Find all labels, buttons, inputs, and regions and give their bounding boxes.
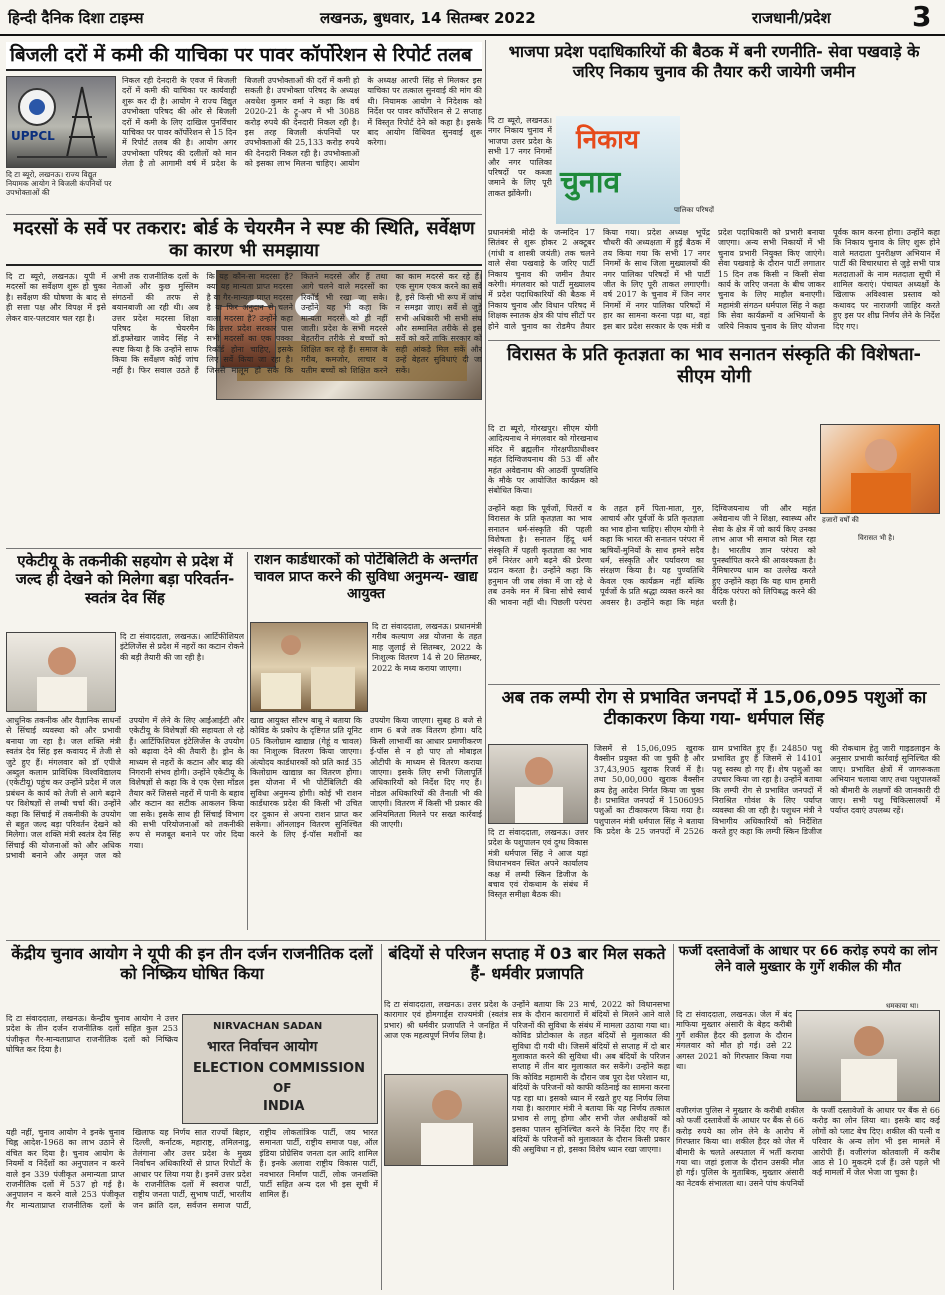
headline-ration[interactable]: राशन कार्डधारकों को पोर्टेबिलिटी के अन्तर्गत चावल प्राप्त करने की सुविधा अनुमन्य- खाद्य आयुक्त <box>254 552 478 603</box>
yogi-caption-2: विरासत भी है। <box>858 534 895 542</box>
masthead <box>0 0 945 36</box>
story-prison <box>384 944 670 1290</box>
madarsa-body: अभी तक राजनीतिक दलों के नेताओं और कुछ मुस्लिम संगठनों की तरफ से बयानबाजी आ रही थी। अब उत्तर प्रदेश मदरसा शिक्षा परिषद के चेयरमैन डॉ.इफ्तेखार जावेद सिंह ने स्पष्ट किया है कि उन्होंने साफ किया कि सर्वेक्षण कोई जांच नहीं है। फिर सवाल उठते हैं कि यह कौन-सा मदरसा है? क्या यह मान्यता प्राप्त मदरसा है या गैर-मान्यता प्राप्त मदरसा है या फिर अनुदान से चलने वाला मदरसा है? उन्होंने कहा कि उत्तर प्रदेश सरकार पास सभी मदरसों का एक पक्का रिकॉर्ड होना चाहिए, इसके लिए सर्वे किया जा रहा है। जिससे मालूम हो सके कि कितने मदरसे और हैं तथा आगे चलने वाले मदरसों का रिकॉर्ड भी रखा जा सके। उन्होंने यह भी कहा कि मान्यता मदरसे को ही नहीं जाती। प्रदेश के सभी मदरसे बेहतरीन तरीके से बच्चों को शिक्षित कर रहे हैं। समाज के गरीब, कमजोर, लाचार व यतीम बच्चों को शिक्षित करने का काम मदरसे कर रहे हैं। एक सुगम एकत्र करने का सर्वे है, इसे किसी भी रूप में जांच न समझा जाए। सर्वे से जुड़े सभी अधिकारी भी सभी संघ और सम्मानित तरीके से इस सर्वे को करें ताकि सरकार को सही आंकड़े मिल सकें और उन्हें बेहतर सुविधाएं दी जा सकें। <box>112 272 482 375</box>
story-mukhtar <box>676 944 940 1290</box>
shakeel-photo <box>796 1010 940 1102</box>
yogi-body: उन्होंने कहा कि पूर्वजों, पितरों व विरासत के प्रति कृतज्ञता का भाव सनातन धर्म-संस्कृति की पहली विशेषता है। सनातन हिंदू धर्म संस्कृति में पहली कृतज्ञता का भाव हमें निरंतर आगे बढ़ने की प्रेरणा प्रदान करता है। उन्होंने कहा कि हनुमान जी जब लंका में जा रहे थे तब उनके मन में बिना सोचे स्वार्थ की भावना नहीं थी। पिछली परंपरा के तहत हमें पिता-माता, गुरु, आचार्य और पूर्वजों के प्रति कृतज्ञता का भाव होना चाहिए। सीएम योगी ने कहा कि भारत की सनातन परंपरा में ऋषियों-मुनियों के साथ हमने सदैव धर्म, संस्कृति और पर्यावरण का संरक्षण किया है। यह पुण्यतिथि केवल एक कार्यक्रम नहीं बल्कि पूर्वजों के प्रति श्रद्धा व्यक्त करने का अवसर है। उन्होंने कहा कि महंत दिग्विजयनाथ जी और महंत अवेद्यनाथ जी ने शिक्षा, स्वास्थ्य और सेवा के क्षेत्र में जो कार्य किए उनका लाभ आज भी समाज को मिल रहा है। भारतीय ज्ञान परंपरा को पुनर्स्थापित करने की आवश्यकता है। नैमिषारण्य धाम का उल्लेख करते हुए उन्होंने कहा कि यह धाम हमारी वैदिक परंपरा को लिपिबद्ध करने की धरती है। <box>488 504 816 607</box>
uppcl-logo-text: UPPCL <box>11 129 55 143</box>
headline-lumpy[interactable]: अब तक लम्पी रोग से प्रभावित जनपदों में 15,06,095 पशुओं का टीकाकरण किया गया- धर्मपाल सिंह <box>501 688 927 729</box>
prison-dateline: दि टा संवाददाता, लखनऊ। उत्तर प्रदेश के कारागार एवं होमगार्ड्स राज्यमंत्री (स्वतंत्र प्रभार) श्री धर्मवीर प्रजापति ने जनहित में आज एक महत्वपूर्ण निर्णय लिया है। <box>384 1000 508 1041</box>
story-power <box>6 42 482 212</box>
dharmpal-photo <box>488 744 588 824</box>
lumpy-body: जिसमें से 15,06,095 खुराक वैक्सीन प्रयुक्त की जा चुकी है और 37,43,905 खुराक रिजर्व में है। तथा 50,00,000 खुराक वैक्सीन क्रय हेतु आदेश निर्गत किया जा चुका है। प्रभावित जनपदों में 1506095 पशुओं का टीकाकरण किया गया है। पशुपालन मंत्री धर्मपाल सिंह ने बताया कि प्रदेश के 25 जनपदों में 2526 ग्राम प्रभावित हुए हैं। 24850 पशु प्रभावित हुए हैं जिसमें से 14101 पशु स्वस्थ हो गए हैं। शेष पशुओं का उपचार किया जा रहा है। उन्होंने बताया कि लम्पी रोग से प्रभावित जनपदों में निराश्रित गोवंश के लिए पर्याप्त व्यवस्था की जा रही है। पशुधन मंत्री ने विभागीय अधिकारियों को निर्देशित करते हुए कहा कि लम्पी स्किन डिजीज की रोकथाम हेतु जारी गाइडलाइन के अनुसार प्रभावी कार्रवाई सुनिश्चित की जाए। प्रभावित क्षेत्रों में जागरूकता अभियान चलाया जाए तथा पशुपालकों को बीमारी के लक्षणों की जानकारी दी जाए। सभी पशु चिकित्सालयों में पर्याप्त दवाएं उपलब्ध रहें। <box>594 744 940 837</box>
yogi-graphic <box>821 425 940 514</box>
lumpy-dateline: दि टा संवाददाता, लखनऊ। उत्तर प्रदेश के पशुपालन एवं दुग्ध विकास मंत्री धर्मपाल सिंह ने आज यहां विधानभवन स्थित अपने कार्यालय कक्ष में लम्पी स्किन डिजीज के बचाव एवं रोकथाम के संबंध में विस्तृत समीक्षा बैठक की। <box>488 828 588 900</box>
minister-photo <box>6 632 116 712</box>
prajapati-photo <box>384 1074 508 1166</box>
divider-prison-mukhtar <box>673 944 674 1290</box>
eci-sign-3: ELECTION COMMISSION <box>193 1061 365 1076</box>
ektu-dateline: दि टा संवाददाता, लखनऊ। आर्टिफीशियल इंटेलिजेंस से प्रदेश में नहरों का कटान रोकने की बड़ी तैयारी की जा रही है। <box>120 632 244 662</box>
yogi-dateline: दि टा ब्यूरो, गोरखपुर। सीएम योगी आदित्यनाथ ने मंगलवार को गोरखनाथ मंदिर में ब्रह्मलीन गोरक्षपीठाधीश्वर महंत दिग्विजयनाथ की 53 वीं और महंत अवेद्यनाथ की आठवीं पुण्यतिथि के मौके पर आयोजित कार्यक्रम को संबोधित किया। <box>488 424 598 496</box>
madarsa-dateline: दि टा ब्यूरो, लखनऊ। यूपी में मदरसों का सर्वेक्षण शुरू हो चुका है। सर्वेक्षण की घोषणा के बाद से ही सत्ता पक्ष और विपक्ष में इसे लेकर वार-पलटवार चल रहा है। <box>6 272 106 323</box>
story-lumpy <box>488 688 940 938</box>
story-yogi <box>488 344 940 680</box>
prison-body: उन्होंने बताया कि 23 मार्च, 2022 को विधानसभा सत्र के दौरान कारागारों में बंदियों से मिलने आने वाले परिजनों की सुविधा के संबंध में मामला उठाया गया था। कोविड प्रोटोकाल के तहत बंदियों से मुलाकात की सुविधा दी गयी थी। जिसमें बंदियों से सप्ताह में दो बार मुलाकात करने की सुविधा थी। अब बंदियों के परिजन सप्ताह में तीन बार मुलाकात कर सकेंगे। उन्होंने कहा कि कोविड महामारी के दौरान जब पूरा देश परेशान था, बंदियों के परिजनों को काफी कठिनाई का सामना करना पड़ रहा था। इसको ध्यान में रखते हुए यह निर्णय लिया गया है। कारागार मंत्री ने बताया कि यह निर्णय तत्काल प्रभाव से लागू होगा और सभी जेल अधीक्षकों को इसका पालन सुनिश्चित करने के निर्देश दिए गए हैं। बंदियों के परिजनों को मुलाकात के दौरान किसी प्रकार की असुविधा न हो, इसका विशेष ध्यान रखा जाएगा। <box>512 1000 670 1155</box>
minister-graphic <box>7 633 116 712</box>
ration-body: खाद्य आयुक्त सौरभ बाबू ने बताया कि कोविड के प्रकोप के दृष्टिगत प्रति यूनिट 05 किलोग्राम खाद्यान्न (गेहूं व चावल) का निःशुल्क वितरण किया जाएगा। अंत्योदय कार्डधारकों को प्रति कार्ड 35 किलोग्राम खाद्यान्न का वितरण होगा। इस योजना में भी पोर्टेबिलिटी की सुविधा अनुमन्य होगी। कोई भी राशन कार्डधारक प्रदेश की किसी भी उचित दर दुकान से अपना राशन प्राप्त कर सकेगा। ऑनलाइन वितरण सुनिश्चित करने के लिए ई-पॉस मशीनों का उपयोग किया जाएगा। सुबह 8 बजे से शाम 6 बजे तक वितरण होगा। यदि किसी लाभार्थी का आधार प्रमाणीकरण ई-पॉस से न हो पाए तो मोबाइल ओटीपी के माध्यम से वितरण कराया जाएगा। इसके लिए सभी जिलापूर्ति अधिकारियों को निर्देश दिए गए हैं। नोडल अधिकारियों की तैनाती भी की जाएगी। वितरण में किसी भी प्रकार की अनियमितता मिलने पर सख्त कार्रवाई की जाएगी। <box>250 716 482 840</box>
shakeel-graphic <box>797 1011 940 1102</box>
divider-bjp <box>488 340 940 341</box>
yogi-caption-1: हजारों वर्षों की <box>822 516 859 524</box>
eci-sign-1: NIRVACHAN SADAN <box>213 1021 323 1032</box>
paper-name: हिन्दी दैनिक दिशा टाइम्स <box>8 9 144 27</box>
divider-madarsa <box>6 548 482 549</box>
grain-graphic <box>251 623 368 712</box>
pylon-graphic <box>7 77 116 168</box>
mukhtar-body: वजीरगंज पुलिस ने मुख्तार के करीबी शकील को फर्जी दस्तावेजों के आधार पर बैंक से 66 करोड़ रुपये का लोन लेने के आरोप में गिरफ्तार किया था। शकील हैदर को जेल में बीमारी के चलते अस्पताल में भर्ती कराया गया था। जहां इलाज के दौरान उसकी मौत हो गई। पुलिस के मुताबिक, मुख्तार अंसारी का नेटवर्क संभालता था। उसने पांच कंपनियों के फर्जी दस्तावेजों के आधार पर बैंक से 66 करोड़ का लोन लिया था। इसके बाद कई लोगों को प्लाट बेच दिए। शकील की पत्नी व परिवार के अन्य लोग भी इस मामले में आरोपी हैं। वजीरगंज कोतवाली में करीब आठ से 10 मुकदमे दर्ज हैं। उसे पहले भी कई मामलों में जेल भेजा जा चुका है। <box>676 1106 940 1188</box>
power-dateline: दि टा ब्यूरो, लखनऊ। राज्य विद्युत नियामक आयोग ने बिजली कंपनियों पर उपभोक्ताओं की <box>6 170 112 197</box>
column-divider <box>485 40 486 940</box>
election-body: यही नहीं, चुनाव आयोग ने इनके चुनाव चिह्न आदेश-1968 का लाभ उठाने से वंचित कर दिया है। चुनाव आयोग के नियमों व निर्देशों का अनुपालन न करने वाले इन 339 पंजीकृत अमान्यता प्राप्त राजनीतिक दलों में 537 हो गई है। अनुपालन न करने वाले 253 पंजीकृत गैर मान्यताप्राप्त राजनीतिक दलों के खिलाफ यह निर्णय सात राज्यों बिहार, दिल्ली, कर्नाटक, महाराष्ट्र, तमिलनाडु, तेलंगाना और उत्तर प्रदेश के मुख्य निर्वाचन अधिकारियों से प्राप्त रिपोर्टों के आधार पर लिया गया है। इनमें उत्तर प्रदेश के राजनीतिक दलों में स्वराज पार्टी, राष्ट्रीय जनता पार्टी, सुभाष पार्टी, भारतीय जन क्रांति दल, सर्वजन समाज पार्टी, राष्ट्रीय लोकतांत्रिक पार्टी, जय भारत समानता पार्टी, राष्ट्रीय समाज पक्ष, ऑल इंडिया प्रोग्रेसिव जनता दल आदि शामिल हैं। इनके अलावा राष्ट्रीय विकास पार्टी, नवभारत निर्माण पार्टी, लोक जनशक्ति पार्टी सहित अन्य दल भी इस सूची में शामिल हैं। <box>6 1128 378 1210</box>
divider-ektu-ration <box>247 552 248 930</box>
ration-dateline: दि टा संवाददाता, लखनऊ। प्रधानमंत्री गरीब कल्याण अन्न योजना के तहत माह जुलाई से सितम्बर, 2022 के निःशुल्क वितरण 14 से 20 सितम्बर, 2022 के मध्य कराया जाएगा। <box>372 622 482 673</box>
eci-sign-5: INDIA <box>263 1099 305 1114</box>
story-ration <box>250 552 482 930</box>
yogi-photo <box>820 424 940 514</box>
headline-ektu[interactable]: एकेटीयू के तकनीकी सहयोग से प्रदेश में जल्द ही देखने को मिलेगा बड़ा परिवर्तन-स्वतंत्र देव सिंह <box>15 552 235 607</box>
divider-power <box>6 214 482 215</box>
story-election <box>6 944 378 1290</box>
headline-election[interactable]: केंद्रीय चुनाव आयोग ने यूपी की इन तीन दर्जन राजनीतिक दलों को निष्क्रिय घोषित किया <box>11 944 373 983</box>
headline-yogi[interactable]: विरासत के प्रति कृतज्ञता का भाव सनातन संस्कृति की विशेषता- सीएम योगी <box>506 344 922 387</box>
divider-election-prison <box>381 944 382 1290</box>
eci-sign-2: भारत निर्वाचन आयोग <box>207 1039 318 1055</box>
bjp-inset-caption: पालिका परिषदों <box>674 206 714 214</box>
divider-bottom <box>6 940 940 941</box>
mukhtar-caption: धमकाया था। <box>886 1002 919 1010</box>
banner-word-1: निकाय <box>576 125 639 155</box>
headline-madarsa[interactable]: मदरसों के सर्वे पर तकरार: बोर्ड के चेयरमैन ने स्पष्ट की स्थिति, सर्वेक्षण का कारण भी समझाया <box>6 216 482 266</box>
story-ektu <box>6 552 244 930</box>
bjp-dateline: दि टा ब्यूरो, लखनऊ। नगर निकाय चुनाव में भाजपा उत्तर प्रदेश के सभी 17 नगर निगमों और नगर पालिका परिषदों पर कब्जा जमाने के लिए पूरी ताकत झोंकेगी। <box>488 116 552 198</box>
headline-mukhtar[interactable]: फर्जी दस्तावेजों के आधार पर 66 करोड़ रुपये का लोन लेने वाले मुख्तार के गुर्गे शकील की मौत <box>678 944 938 975</box>
banner-word-2: चुनाव <box>560 165 621 200</box>
nikay-chunav-banner <box>556 116 680 224</box>
ration-photo <box>250 622 368 712</box>
divider-yogi <box>488 684 940 685</box>
ektu-body: आधुनिक तकनीक और वैज्ञानिक साधनों से सिंचाई व्यवस्था को और प्रभावी बनाया जा रहा है। जल शक्ति मंत्री स्वतंत्र देव सिंह इस कवायद में तेजी से जुटे हुए हैं। मंगलवार को डॉ एपीजे अब्दुल कलाम प्राविधिक विश्वविद्यालय (एकेटीयू) पहुंच कर उन्होंने प्रदेश में जल प्रबंधन के कार्य को तेजी से आगे बढ़ाने पर विशेषज्ञों से लम्बी चर्चा की। उन्होंने कहा कि सिंचाई में तकनीकी के उपयोग से बहुत जल्द बड़ा परिवर्तन देखने को मिलेगा। जल शक्ति मंत्री स्वतंत्र देव सिंह सिंचाई की योजनाओं को और अधिक प्रभावी बनाने और अमृत जल को उपयोग में लेने के लिए आईआईटी और एकेटीयू के विशेषज्ञों की सहायता ले रहे हैं। आर्टिफिशियल इंटेलिजेंस के उपयोग को बढ़ावा देने की तैयारी है। ड्रोन के माध्यम से नहरों के कटान और बाढ़ की निगरानी संभव होगी। उन्होंने एकेटीयू के विशेषज्ञों से कहा कि वे एक ऐसा मॉडल तैयार करें जिससे नहरों में पानी के बहाव और कटान का सटीक आकलन किया जा सके। इसके साथ ही सिंचाई विभाग की सभी परियोजनाओं को तकनीकी रूप से मजबूत बनाने पर जोर दिया गया। <box>6 716 244 861</box>
headline-bjp[interactable]: भाजपा प्रदेश पदाधिकारियों की बैठक में बनी रणनीति- सेवा पखवाड़े के जरिए निकाय चुनाव की तैयार करी जायेगी जमीन <box>508 42 920 81</box>
section-name: राजधानी/प्रदेश <box>752 9 831 27</box>
headline-prison[interactable]: बंदियों से परिजन सप्ताह में 03 बार मिल सकते हैं- धर्मवीर प्रजापति <box>388 944 666 983</box>
eci-photo <box>182 1014 378 1124</box>
dharmpal-graphic <box>489 745 588 824</box>
prajapati-graphic <box>385 1075 508 1166</box>
power-body: निकल रही देनदारी के एवज में बिजली दरों में कमी की याचिका पर कार्यवाही शुरू कर दी है। आयोग ने राज्य विद्युत उपभोक्ता परिषद की ओर से बिजली दरों में कमी के लिए दाखिल पुनर्विचार याचिका पर पावर कॉर्पोरेशन से 15 दिन में रिपोर्ट तलब की है। आयोग अगर उपभोक्ता परिषद की दलीलों को मान लेता है तो आगामी वर्ष में प्रदेश के बिजली उपभोक्ताओं की दरों में कमी हो सकती है। उपभोक्ता परिषद के अध्यक्ष अवधेश कुमार वर्मा ने कहा कि वर्ष 2020-21 के ट्रू-अप में भी 3088 करोड़ रुपये की देनदारी निकल रही है। इस तरह बिजली कंपनियों पर उपभोक्ताओं की 25,133 करोड़ रुपये की देनदारी निकल रही है। उपभोक्ताओं को इसका लाभ मिलना चाहिए। आयोग के अध्यक्ष आरपी सिंह से मिलकर इस याचिका पर तत्काल सुनवाई की मांग की थी। नियामक आयोग ने निदेशक को निर्देश पर पावर कॉर्पोरेशन से 2 सप्ताह में विस्तृत रिपोर्ट देने को कहा है। इसके बाद आयोग विधिवत सुनवाई शुरू करेगा। <box>122 76 482 169</box>
election-dateline: दि टा संवाददाता, लखनऊ। केन्द्रीय चुनाव आयोग ने उत्तर प्रदेश के तीन दर्जन राजनीतिक दलों सहित कुल 253 पंजीकृत गैर-मान्यताप्राप्त राजनीतिक दलों को निष्क्रिय घोषित कर दिया है। <box>6 1014 178 1055</box>
headline-power[interactable]: बिजली दरों में कमी की याचिका पर पावर कॉर्पोरेशन से रिपोर्ट तलब <box>6 42 482 71</box>
story-madarsa <box>6 216 482 536</box>
mukhtar-dateline: दि टा संवाददाता, लखनऊ। जेल में बंद माफिया मुख्तार अंसारी के बेहद करीबी गुर्गे शकील हैदर की इलाज के दौरान मंगलवार को मौत हो गई। उसे 22 अगस्त 2021 को गिरफ्तार किया गया था। <box>676 1010 792 1071</box>
bjp-body: प्रधानमंत्री मोदी के जन्मदिन 17 सितंबर से शुरू होकर 2 अक्टूबर (गांधी व शास्त्री जयंती) तक चलने वाले सेवा पखवाड़े के जरिए पार्टी निकाय चुनाव की जमीन तैयार करेगी। मंगलवार को पार्टी मुख्यालय में प्रदेश पदाधिकारियों की बैठक में निकाय चुनाव और विधान परिषद में शिक्षक स्नातक क्षेत्र की पांच सीटों पर होने वाले चुनाव का रोडमैप तैयार किया गया। प्रदेश अध्यक्ष भूपेंद्र चौधरी की अध्यक्षता में हुई बैठक में तय किया गया कि सभी 17 नगर निगमों के साथ जिला मुख्यालयों की नगर पालिका परिषदों में भी पार्टी जीत के लिए पूरी ताकत लगाएगी। वर्ष 2017 के चुनाव में जिन नगर निगमों में नगर पालिका परिषदों में हार का सामना करना पड़ा था, वहां इस बार प्रदेश सरकार के एक मंत्री व प्रदेश पदाधिकारी को प्रभारी बनाया जाएगा। अन्य सभी निकायों में भी चुनाव प्रभारी नियुक्त किए जाएंगे। सेवा पखवाड़े के दौरान पार्टी लगातार 15 दिन तक किसी न किसी सेवा कार्य के जरिए जनता के बीच जाकर चुनाव के लिए माहौल बनाएगी। महामंत्री संगठन धर्मपाल सिंह ने कहा कि सेवा कार्यक्रमों व अभियानों के जरिये निकाय चुनाव के लिए योजना पूर्वक काम करना होगा। उन्होंने कहा कि निकाय चुनाव के लिए शुरू होने वाले मतदाता पुनरीक्षण अभियान में पार्टी की विचारधारा से जुड़े सभी पात्र मतदाताओं के नाम मतदाता सूची में शामिल कराएं। पंचायत अध्यक्षों के खिलाफ अविश्वास प्रस्ताव को कथावद पर नाराजगी जाहिर करते हुए इस पर शीघ्र निर्णय लेने के निर्देश दिए गए। <box>488 228 940 331</box>
eci-sign-4: OF <box>273 1081 292 1095</box>
uppcl-photo <box>6 76 116 168</box>
date-line: लखनऊ, बुधवार, 14 सितम्बर 2022 <box>320 9 536 27</box>
page-number: 3 <box>912 0 932 33</box>
story-bjp <box>488 42 940 338</box>
